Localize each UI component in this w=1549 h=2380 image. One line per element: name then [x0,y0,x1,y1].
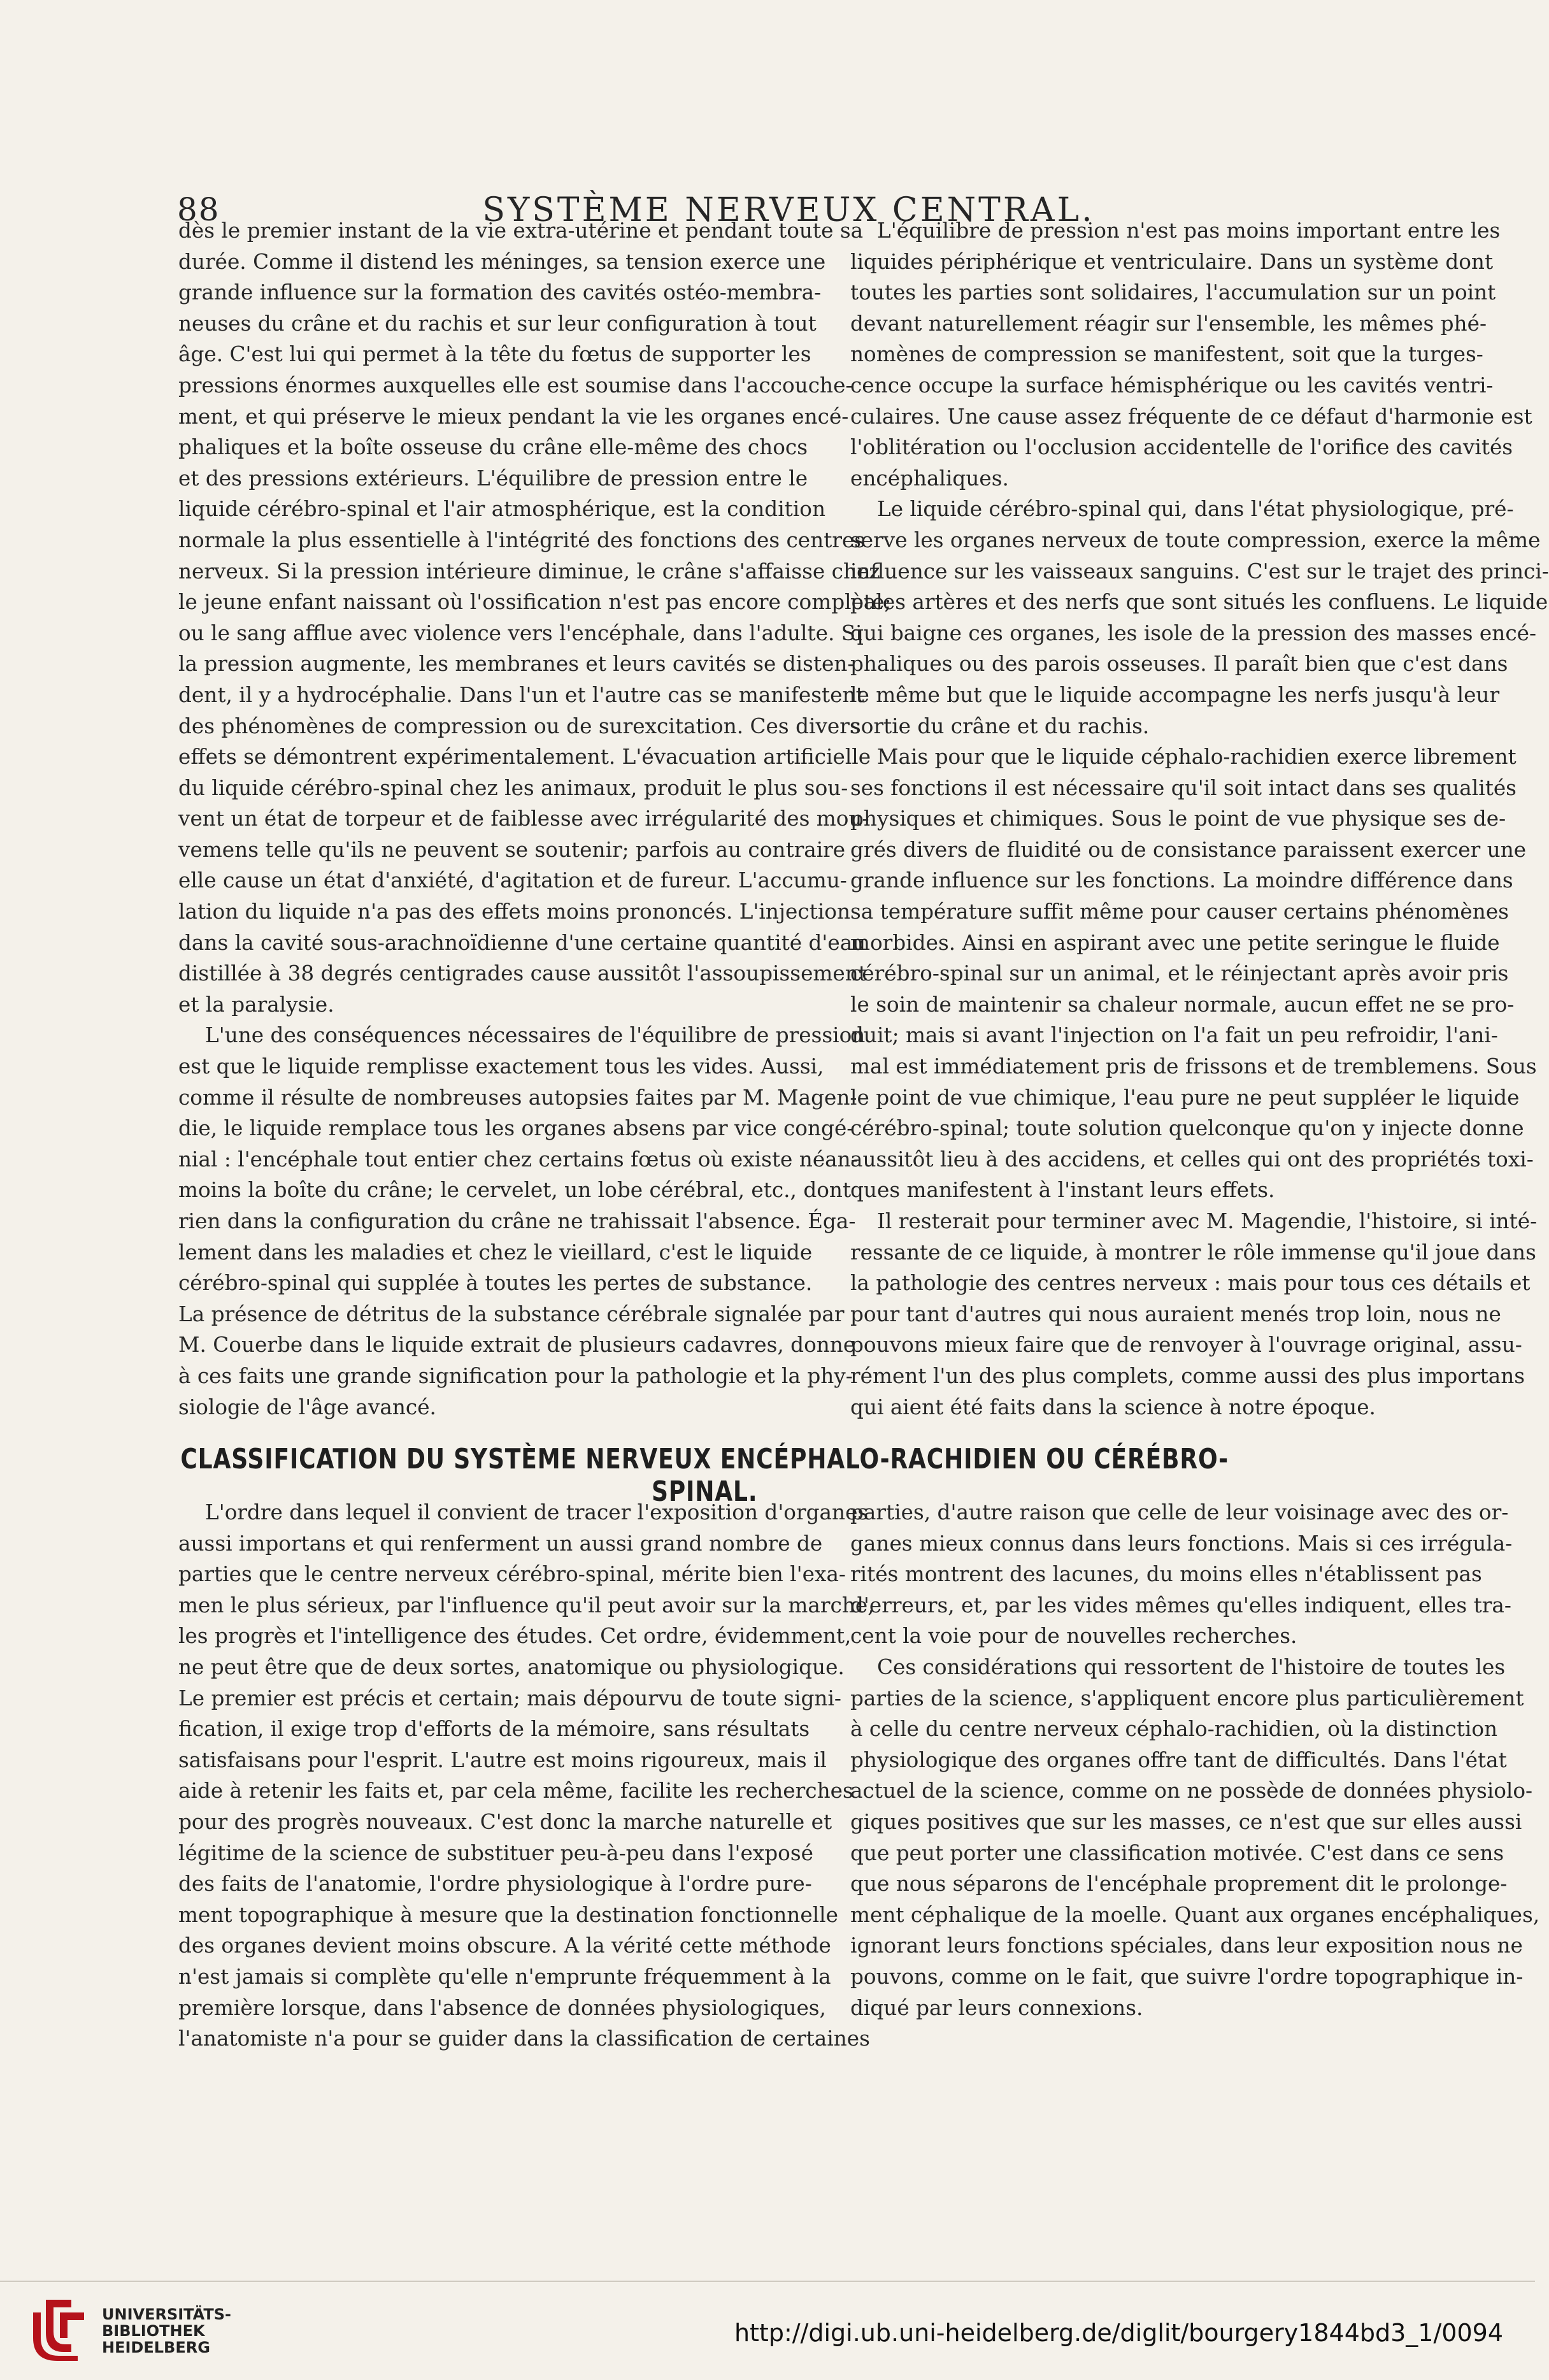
text-line: sortie du crâne et du rachis. [850,713,1150,738]
text-line: aussitôt lieu à des accidens, et celles qui ont des propriétés toxi- [850,1147,1534,1172]
text-line: le même but que le liquide accompagne les nerfs jusqu'à leur [850,682,1500,707]
text-line: dans la cavité sous-arachnoïdienne d'une certaine quantité d'eau [178,930,866,955]
text-line: ques manifestent à l'instant leurs effets. [850,1178,1275,1203]
text-line: lement dans les maladies et chez le vieillard, c'est le liquide [178,1240,813,1265]
text-line: morbides. Ainsi en aspirant avec une petite seringue le fluide [850,930,1500,955]
text-line: parties que le centre nerveux cérébro-spinal, mérite bien l'exa- [178,1562,846,1587]
text-line: pouvons mieux faire que de renvoyer à l'ouvrage original, assu- [850,1333,1522,1358]
text-line: ne peut être que de deux sortes, anatomique ou physiologique. [178,1654,845,1679]
page-number: 88 [177,191,220,228]
text-line: aussi importans et qui renferment un aussi grand nombre de [178,1531,823,1556]
text-line: comme il résulte de nombreuses autopsies faites par M. Magen- [178,1085,857,1110]
text-line: rités montrent des lacunes, du moins elles n'établissent pas [850,1562,1482,1587]
text-line: des organes devient moins obscure. A la vérité cette méthode [178,1933,831,1958]
text-line: satisfaisans pour l'esprit. L'autre est moins rigoureux, mais il [178,1747,827,1772]
text-line: giques positives que sur les masses, ce n'est que sur elles aussi [850,1809,1522,1834]
text-line: ganes mieux connus dans leurs fonctions. Mais si ces irrégula- [850,1531,1513,1556]
text-line: pour tant d'autres qui nous auraient menés trop loin, nous ne [850,1301,1501,1326]
text-line: pour des progrès nouveaux. C'est donc la marche naturelle et [178,1809,832,1834]
text-line: et des pressions extérieurs. L'équilibre de pression entre le [178,466,808,491]
text-line: encéphaliques. [850,466,1009,491]
column-bottom-right [850,1497,1540,2023]
text-line: ou le sang afflue avec violence vers l'encéphale, dans l'adulte. Si [178,620,862,645]
text-line: rien dans la configuration du crâne ne trahissait l'absence. Éga- [178,1209,856,1233]
text-line: des faits de l'anatomie, l'ordre physiologique à l'ordre pure- [178,1872,812,1896]
text-line: à celle du centre nerveux céphalo-rachidien, où la distinction [850,1717,1498,1742]
text-line: l'anatomiste n'a pour se guider dans la classification de certaines [178,2026,870,2051]
text-line: première lorsque, dans l'absence de données physiologiques, [178,1995,826,2020]
text-line: sa température suffit même pour causer certains phénomènes [850,900,1509,924]
text-line: aide à retenir les faits et, par cela même, facilite les recherches [178,1779,853,1803]
text-line: cence occupe la surface hémisphérique ou les cavités ventri- [850,373,1494,398]
text-line: phaliques et la boîte osseuse du crâne elle-même des chocs [178,435,808,460]
text-line: physiques et chimiques. Sous le point de vue physique ses de- [850,806,1506,831]
text-line: men le plus sérieux, par l'influence qu'il peut avoir sur la marche, [178,1593,874,1617]
text-line: liquides périphérique et ventriculaire. Dans un système dont [850,249,1494,274]
text-line: serve les organes nerveux de toute compression, exerce la même [850,527,1541,552]
text-line: le soin de maintenir sa chaleur normale, aucun effet ne se pro- [850,992,1515,1017]
text-line: dent, il y a hydrocéphalie. Dans l'un et l'autre cas se manifestent [178,682,864,707]
text-line: ment, et qui préserve le mieux pendant la vie les organes encé- [178,404,849,429]
text-line: die, le liquide remplace tous les organes absens par vice congé- [178,1116,854,1141]
text-line: que nous séparons de l'encéphale proprement dit le prolonge- [850,1872,1508,1896]
text-line: légitime de la science de substituer peu-à-peu dans l'exposé [178,1840,813,1865]
text-line: Le liquide cérébro-spinal qui, dans l'état physiologique, pré- [877,497,1514,522]
text-line: mal est immédiatement pris de frissons et de tremblemens. Sous [850,1054,1537,1079]
text-line: M. Couerbe dans le liquide extrait de plusieurs cadavres, donne [178,1333,856,1358]
text-line: grés divers de fluidité ou de consistance paraissent exercer une [850,837,1527,862]
text-line: phaliques ou des parois osseuses. Il paraît bien que c'est dans [850,652,1508,677]
library-name-line: UNIVERSITÄTS- [102,2305,232,2323]
text-line: qui baigne ces organes, les isole de la pression des masses encé- [850,620,1537,645]
text-line: nerveux. Si la pression intérieure diminue, le crâne s'affaisse chez [178,559,880,584]
text-line: liquide cérébro-spinal et l'air atmosphérique, est la condition [178,497,825,522]
text-line: grande influence sur les fonctions. La moindre différence dans [850,868,1513,893]
column-top-left [178,215,892,1423]
text-line: nomènes de compression se manifestent, soit que la turges- [850,342,1483,367]
text-line: la pathologie des centres nerveux : mais pour tous ces détails et [850,1271,1531,1296]
text-line: la pression augmente, les membranes et leurs cavités se disten- [178,652,855,677]
text-line: culaires. Une cause assez fréquente de ce défaut d'harmonie est [850,404,1532,429]
text-line: parties de la science, s'appliquent encore plus particulièrement [850,1686,1524,1710]
section-heading: CLASSIFICATION DU SYSTÈME NERVEUX ENCÉPHALO-RACHIDIEN OU CÉRÉBRO-SPINAL. [180,1443,1229,1508]
text-line: n'est jamais si complète qu'elle n'emprunte fréquemment à la [178,1964,831,1989]
text-line: cérébro-spinal qui supplée à toutes les pertes de substance. [178,1271,813,1296]
text-line: vemens telle qu'ils ne peuvent se soutenir; parfois au contraire [178,837,846,862]
text-line: le point de vue chimique, l'eau pure ne peut suppléer le liquide [850,1085,1520,1110]
text-line: cent la voie pour de nouvelles recherches. [850,1624,1297,1649]
text-line: du liquide cérébro-spinal chez les animaux, produit le plus sou- [178,775,848,800]
text-line: l'oblitération ou l'occlusion accidentelle de l'orifice des cavités [850,435,1513,460]
text-line: normale la plus essentielle à l'intégrité des fonctions des centres [178,527,866,552]
text-line: et la paralysie. [178,992,334,1017]
text-line: les progrès et l'intelligence des études. Cet ordre, évidemment, [178,1624,852,1649]
text-line: effets se démontrent expérimentalement. L'évacuation artificielle [178,745,871,770]
source-url-link[interactable]: http://digi.ub.uni-heidelberg.de/diglit/bourgery1844bd3_1/0094 [734,2319,1503,2347]
text-line: physiologique des organes offre tant de difficultés. Dans l'état [850,1747,1507,1772]
text-line: Ces considérations qui ressortent de l'histoire de toutes les [877,1654,1506,1679]
text-line: nial : l'encéphale tout entier chez certains fœtus où existe néan- [178,1147,858,1172]
text-line: L'équilibre de pression n'est pas moins important entre les [877,219,1501,243]
text-line: diqué par leurs connexions. [850,1995,1143,2020]
text-line: des phénomènes de compression ou de surexcitation. Ces divers [178,713,860,738]
text-line: cérébro-spinal; toute solution quelconque qu'on y injecte donne [850,1116,1524,1141]
text-line: L'ordre dans lequel il convient de tracer l'exposition d'organes [205,1500,869,1524]
text-line: ment céphalique de la moelle. Quant aux organes encéphaliques, [850,1902,1540,1927]
column-bottom-left [178,1497,874,2054]
column-top-right [850,215,1549,1423]
text-line: actuel de la science, comme on ne possède de données physiolo- [850,1779,1533,1803]
text-line: parties, d'autre raison que celle de leur voisinage avec des or- [850,1500,1509,1524]
text-line: siologie de l'âge avancé. [178,1394,436,1419]
text-line: d'erreurs, et, par les vides mêmes qu'elles indiquent, elles tra- [850,1593,1511,1617]
text-line: rément l'un des plus complets, comme aussi des plus importans [850,1363,1525,1388]
footer-divider [0,2281,1535,2282]
text-line: pressions énormes auxquelles elle est soumise dans l'accouche- [178,373,853,398]
text-line: ignorant leurs fonctions spéciales, dans leur exposition nous ne [850,1933,1523,1958]
text-line: à ces faits une grande signification pour la pathologie et la phy- [178,1363,853,1388]
text-line: neuses du crâne et du rachis et sur leur configuration à tout [178,311,817,336]
text-line: L'une des conséquences nécessaires de l'équilibre de pression [205,1023,866,1048]
text-line: elle cause un état d'anxiété, d'agitation et de fureur. L'accumu- [178,868,847,893]
text-line: dès le premier instant de la vie extra-utérine et pendant toute sa [178,219,864,243]
text-line: pales artères et des nerfs que sont situés les confluens. Le liquide [850,590,1548,615]
text-line: ses fonctions il est nécessaire qu'il soit intact dans ses qualités [850,775,1517,800]
running-title: SYSTÈME NERVEUX CENTRAL. [482,191,1095,229]
text-line: le jeune enfant naissant où l'ossification n'est pas encore complète; [178,590,892,615]
text-line: qui aient été faits dans la science à notre époque. [850,1394,1376,1419]
ub-heidelberg-logo-icon [27,2293,90,2363]
text-line: grande influence sur la formation des cavités ostéo-membra- [178,280,822,305]
text-line: Le premier est précis et certain; mais dépourvu de toute signi- [178,1686,841,1710]
text-line: moins la boîte du crâne; le cervelet, un lobe cérébral, etc., dont [178,1178,852,1203]
text-line: âge. C'est lui qui permet à la tête du fœtus de supporter les [178,342,811,367]
text-line: toutes les parties sont solidaires, l'accumulation sur un point [850,280,1496,305]
text-line: ment topographique à mesure que la destination fonctionnelle [178,1902,838,1927]
text-line: duit; mais si avant l'injection on l'a fait un peu refroidir, l'ani- [850,1023,1498,1048]
text-line: lation du liquide n'a pas des effets moins prononcés. L'injection [178,900,851,924]
library-name [102,2306,231,2356]
text-line: La présence de détritus de la substance cérébrale signalée par [178,1301,845,1326]
text-line: cérébro-spinal sur un animal, et le réinjectant après avoir pris [850,961,1509,986]
text-line: vent un état de torpeur et de faiblesse avec irrégularité des mou- [178,806,869,831]
text-line: Mais pour que le liquide céphalo-rachidien exerce librement [877,745,1517,770]
text-line: durée. Comme il distend les méninges, sa tension exerce une [178,249,826,274]
text-line: Il resterait pour terminer avec M. Magendie, l'histoire, si inté- [877,1209,1538,1233]
library-name-line: HEIDELBERG [102,2339,210,2356]
text-line: fication, il exige trop d'efforts de la mémoire, sans résultats [178,1717,810,1742]
text-line: que peut porter une classification motivée. C'est dans ce sens [850,1840,1504,1865]
text-line: devant naturellement réagir sur l'ensemble, les mêmes phé- [850,311,1487,336]
text-line: pouvons, comme on le fait, que suivre l'ordre topographique in- [850,1964,1524,1989]
text-line: distillée à 38 degrés centigrades cause aussitôt l'assoupissement [178,961,867,986]
text-line: influence sur les vaisseaux sanguins. C'est sur le trajet des princi- [850,559,1549,584]
library-name-line: BIBLIOTHEK [102,2322,205,2340]
text-line: est que le liquide remplisse exactement tous les vides. Aussi, [178,1054,824,1079]
text-line: ressante de ce liquide, à montrer le rôle immense qu'il joue dans [850,1240,1536,1265]
